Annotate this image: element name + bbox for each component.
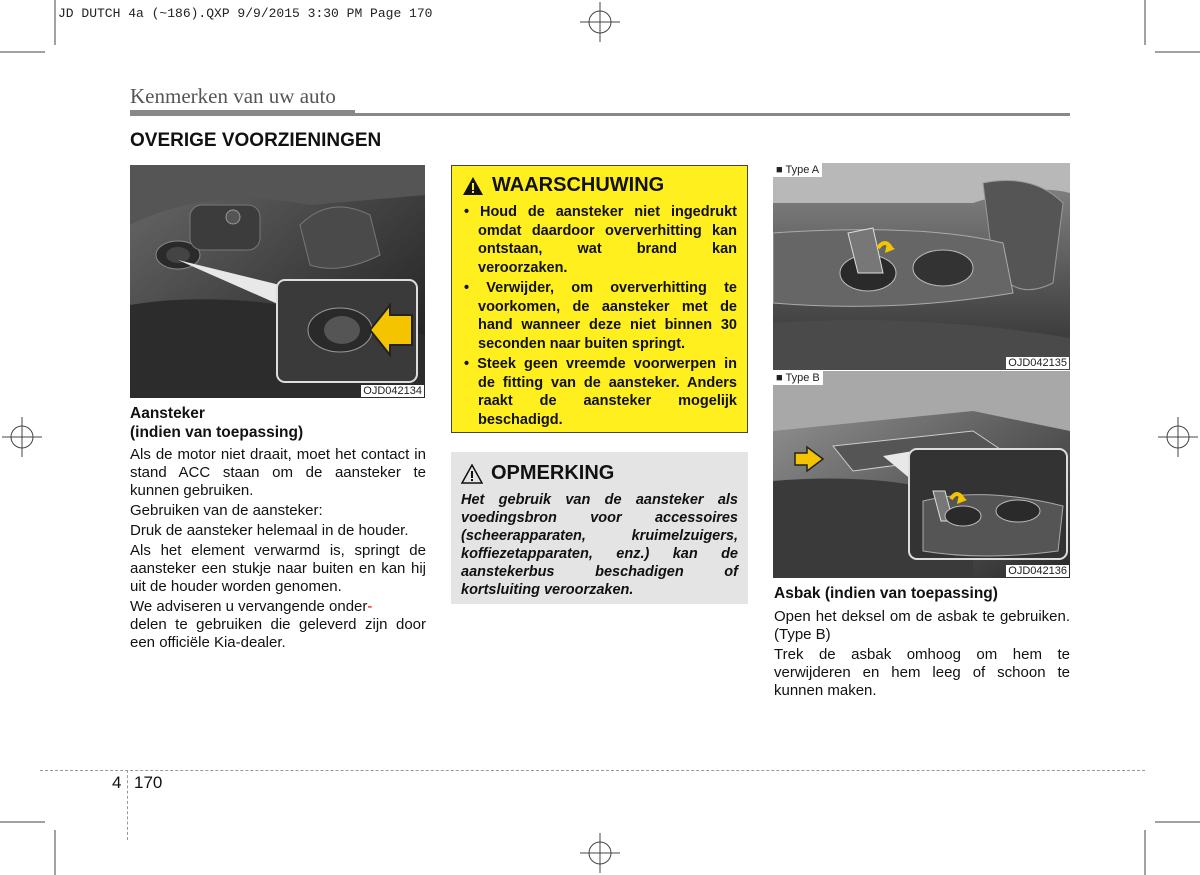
warning-item: • Houd de aansteker niet ingedrukt omdat daardoor oververhitting kan ontstaan, wat brand kan veroorzaken.: [464, 204, 737, 276]
text-run: We adviseren u vervangende onder: [130, 598, 368, 615]
warning-box: [451, 165, 748, 433]
footer-rule: [40, 770, 1145, 771]
note-box: [451, 452, 748, 604]
paragraph: Als de motor niet draait, moet het contact in stand ACC staan om de aansteker te kunnen gebruiken.: [130, 446, 426, 499]
lighter-heading-sub: (indien van toepassing): [130, 424, 304, 441]
warning-list: [462, 203, 737, 429]
paragraph: [130, 598, 426, 652]
ashtray-type-a-photo: [773, 163, 1070, 370]
note-title-row: [461, 462, 738, 485]
warning-icon: [462, 176, 484, 196]
paragraph: Trek de asbak omhoog om hem te verwijderen en hem leeg of schoon te kunnen maken.: [774, 646, 1070, 699]
type-a-label: ■ Type A: [773, 163, 822, 177]
ashtray-heading: Asbak (indien van toepassing): [774, 585, 998, 602]
figure-code: OJD042134: [363, 385, 422, 397]
print-slug: JD DUTCH 4a (~186).QXP 9/9/2015 3:30 PM Page 170: [58, 6, 433, 21]
figure-code: OJD042135: [1008, 357, 1067, 369]
ashtray-section: [774, 584, 1070, 702]
note-body: Het gebruik van de aansteker als voedingsbron voor accessoires (scheerapparaten, kruimelzuigers, koffiezetapparaten, enz.) kan de aanstekerbus beschadigen of kortsluiting veroorzaken.: [461, 492, 738, 598]
header-rule: [130, 113, 1070, 116]
note-title: OPMERKING: [491, 462, 615, 484]
paragraph: Als het element verwarmd is, springt de aansteker een stukje naar buiten en kan hij uit de houder worden genomen.: [130, 542, 426, 595]
warning-item-text: Steek geen vreemde voorwerpen in de fitting van de aansteker. Anders raakt de aansteker mogelijk beschadigd.: [477, 356, 738, 428]
warning-item: • Steek geen vreemde voorwerpen in de fitting van de aansteker. Anders raakt de aansteker mogelijk beschadigd.: [464, 356, 738, 428]
warning-title-row: [462, 174, 737, 197]
ashtray-type-b-photo: [773, 371, 1070, 578]
paragraph: Open het deksel om de asbak te gebruiken. (Type B): [774, 608, 1070, 643]
ashtray-type-b-illustration: [773, 371, 1070, 578]
cigar-lighter-illustration: [130, 165, 425, 398]
warning-item-text: Verwijder, om oververhitting te voorkomen, de aansteker met de hand wanneer deze niet binnen 30 seconden naar buiten springt.: [478, 280, 737, 352]
lighter-heading: Aansteker: [130, 405, 205, 422]
hyphen: -: [367, 598, 373, 615]
lighter-section: [130, 404, 426, 654]
header-rule-accent: [130, 110, 355, 113]
warning-item-text: Houd de aansteker niet ingedrukt omdat daardoor oververhitting kan ontstaan, wat brand kan veroorzaken.: [478, 204, 737, 276]
chapter-header: Kenmerken van uw auto: [130, 84, 336, 108]
paragraph: Druk de aansteker helemaal in de houder.: [130, 522, 409, 539]
figure-code: OJD042136: [1008, 565, 1067, 577]
paragraph: Gebruiken van de aansteker:: [130, 502, 323, 519]
warning-title: WAARSCHUWING: [492, 174, 665, 196]
section-title: OVERIGE VOORZIENINGEN: [130, 130, 382, 151]
cigar-lighter-photo: [130, 165, 425, 398]
caution-icon: [461, 464, 483, 484]
footer-divider: [127, 770, 128, 840]
text-run: delen te gebruiken die geleverd zijn door een officiële Kia-dealer.: [130, 616, 426, 651]
warning-item: • Verwijder, om oververhitting te voorkomen, de aansteker met de hand wanneer deze niet binnen 30 seconden naar buiten springt.: [464, 280, 737, 352]
page-number: 170: [134, 773, 163, 792]
ashtray-type-a-illustration: [773, 163, 1070, 370]
type-b-label: ■ Type B: [773, 371, 823, 385]
chapter-number: 4: [112, 773, 122, 792]
